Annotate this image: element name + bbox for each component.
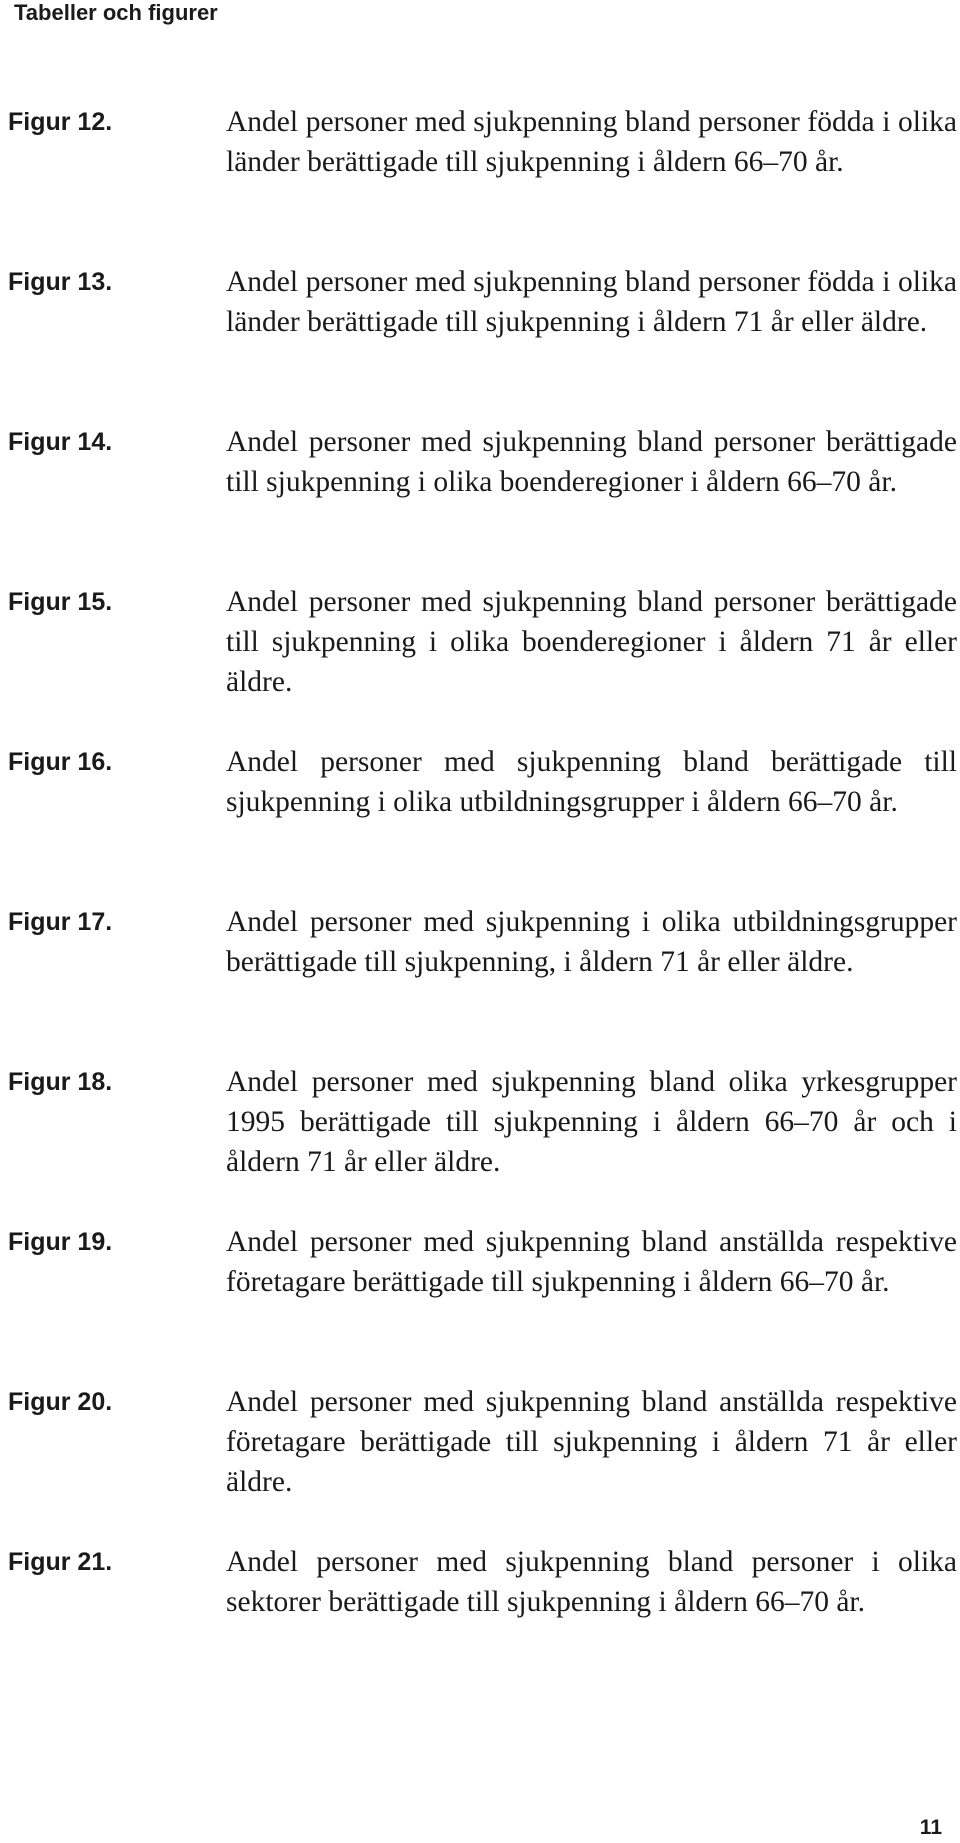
figure-caption: Andel personer med sjukpenning bland personer i olika sektorer berättigade till sjukpenning i åldern 66–70 år.: [226, 1546, 957, 1618]
figure-entry: [0, 102, 960, 262]
running-header: Tabeller och figurer: [14, 0, 218, 25]
figure-label: Figur 20.: [8, 1388, 113, 1416]
figure-label: Figur 17.: [8, 908, 113, 936]
figure-label: Figur 19.: [8, 1228, 113, 1256]
figure-caption: Andel personer med sjukpenning i olika utbildningsgrupper berättigade till sjukpenning, i åldern 71 år eller äldre.: [226, 906, 957, 978]
figure-caption: Andel personer med sjukpenning bland olika yrkesgrupper 1995 berättigade till sjukpenning i åldern 66–70 år och i åldern 71 år eller äldre.: [226, 1066, 957, 1178]
figure-caption: Andel personer med sjukpenning bland berättigade till sjukpenning i olika utbildningsgrupper i åldern 66–70 år.: [226, 746, 957, 818]
figure-entry: [0, 902, 960, 1062]
figure-entry: [0, 1062, 960, 1222]
page-number: 11: [919, 1816, 942, 1839]
figure-caption: Andel personer med sjukpenning bland anställda respektive företagare berättigade till sjukpenning i åldern 66–70 år.: [226, 1226, 957, 1298]
figure-caption: Andel personer med sjukpenning bland personer födda i olika länder berättigade till sjukpenning i åldern 71 år eller äldre.: [226, 266, 957, 338]
figure-entry: [0, 582, 960, 742]
figure-caption: Andel personer med sjukpenning bland personer berättigade till sjukpenning i olika boenderegioner i åldern 71 år eller äldre.: [226, 586, 957, 698]
figure-caption: Andel personer med sjukpenning bland anställda respektive företagare berättigade till sjukpenning i åldern 71 år eller äldre.: [226, 1386, 957, 1498]
figure-entry: [0, 1222, 960, 1382]
figure-entry: [0, 262, 960, 422]
figure-label: Figur 12.: [8, 108, 113, 136]
figure-entry: [0, 1542, 960, 1702]
figure-label: Figur 16.: [8, 748, 113, 776]
figure-label: Figur 15.: [8, 588, 113, 616]
figure-entry: [0, 1382, 960, 1542]
figure-label: Figur 13.: [8, 268, 113, 296]
figure-label: Figur 18.: [8, 1068, 113, 1096]
figure-entry: [0, 742, 960, 902]
figure-caption: Andel personer med sjukpenning bland personer berättigade till sjukpenning i olika boenderegioner i åldern 66–70 år.: [226, 426, 957, 498]
figure-entry: [0, 422, 960, 582]
figure-caption: Andel personer med sjukpenning bland personer födda i olika länder berättigade till sjukpenning i åldern 66–70 år.: [226, 106, 957, 178]
figure-list: [0, 102, 960, 1702]
figure-label: Figur 21.: [8, 1548, 113, 1576]
figure-label: Figur 14.: [8, 428, 113, 456]
